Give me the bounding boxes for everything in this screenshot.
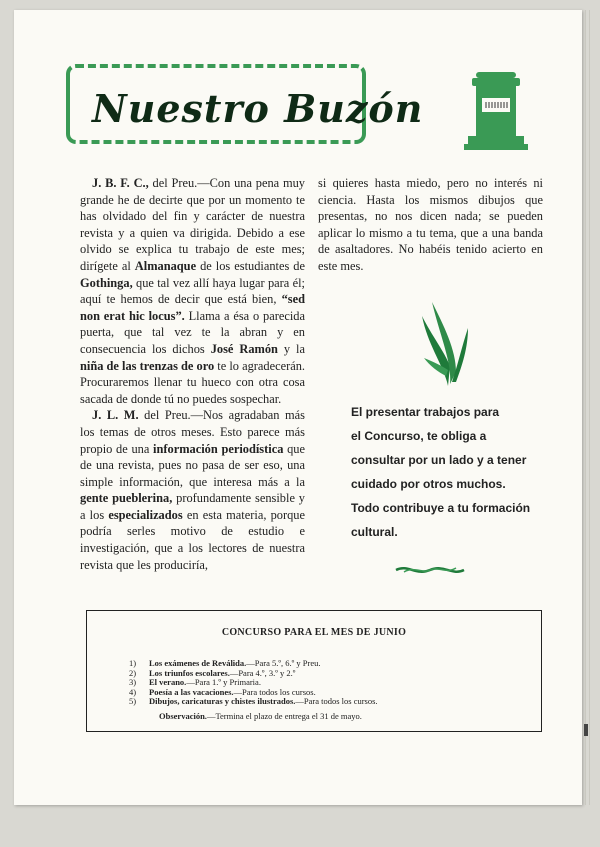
fern-icon [418, 296, 474, 388]
notice-line: cuidado por otros muchos. [351, 477, 506, 491]
flourish-icon [394, 562, 466, 578]
contest-item: 3) El verano.—Para 1.º y Primaria. [129, 677, 261, 688]
page-title: Nuestro Buzón [92, 86, 424, 131]
notice-line: Todo contribuye a tu formación [351, 501, 531, 515]
letter-continuation: si quieres hasta miedo, pero no interés ni ciencia. Hasta los mismos dibujos que presentas, no nos dicen nada; se pueden aplicar lo mismo a tu tema, que a una banda de asaltadores. No habéis tenido acierto en este mes. [318, 176, 543, 273]
contest-item: 5) Dibujos, caricaturas y chistes ilustrados.—Para todos los cursos. [129, 696, 378, 707]
contest-notice [351, 400, 541, 544]
notice-line: cultural. [351, 525, 398, 539]
contest-item: 2) Los triunfos escolares.—Para 4.º, 3.º y 2.º [129, 667, 296, 678]
letter-paragraph: J. B. F. C., del Preu.—Con una pena muy grande he de decirte que por un momento te has olvidado del fin y carácter de nuestra revista y a quien va dirigida. Debido a ese olvido se explica tu trabajo de este mes; dirígete al Almanaque de los estudiantes de Gothinga, que tal vez allí haya lugar para él; aquí te hemos de decir que está bien, “sed non erat hic locus”. Llama a ésa o parecida puerta, que tal vez te la abran y en consecuencia los dichos José Ramón y la niña de las trenzas de oro te lo agradecerán. Procuraremos llenar tu hueco con otra cosa sacada de donde tú no puedes sospechar. [80, 176, 306, 406]
mailbox-icon [462, 70, 530, 152]
contest-title: CONCURSO PARA EL MES DE JUNIO [221, 627, 407, 638]
scan-mark [584, 724, 588, 736]
contest-list [129, 659, 529, 707]
letters-column-left [80, 175, 305, 573]
contest-observation: Observación.—Termina el plazo de entrega el 31 de mayo. [159, 711, 362, 721]
contest-item: 1) Los exámenes de Reválida.—Para 5.º, 6.º y Preu. [129, 658, 321, 668]
notice-line: El presentar trabajos para [351, 405, 500, 419]
notice-line: consultar por un lado y a tener [351, 453, 527, 467]
page-edge [585, 10, 586, 805]
contest-box [86, 610, 542, 732]
contest-item: 4) Poesía a las vacaciones.—Para todos los cursos. [129, 686, 316, 697]
page-edge [589, 10, 590, 805]
letters-column-right [318, 175, 543, 275]
notice-line: el Concurso, te obliga a [351, 429, 487, 443]
letter-paragraph: J. L. M. del Preu.—Nos agradaban más los temas de otros meses. Esto parece más propio de una información periodística que de una revista, pues no pasa de ser eso, una simple información, que interesa más a la gente pueblerina, profundamente sensible y a los especializados en esta materia, porque podría serles motivo de estudio e investigación, que a los lectores de nuestra revista que les produciría, [80, 408, 305, 572]
